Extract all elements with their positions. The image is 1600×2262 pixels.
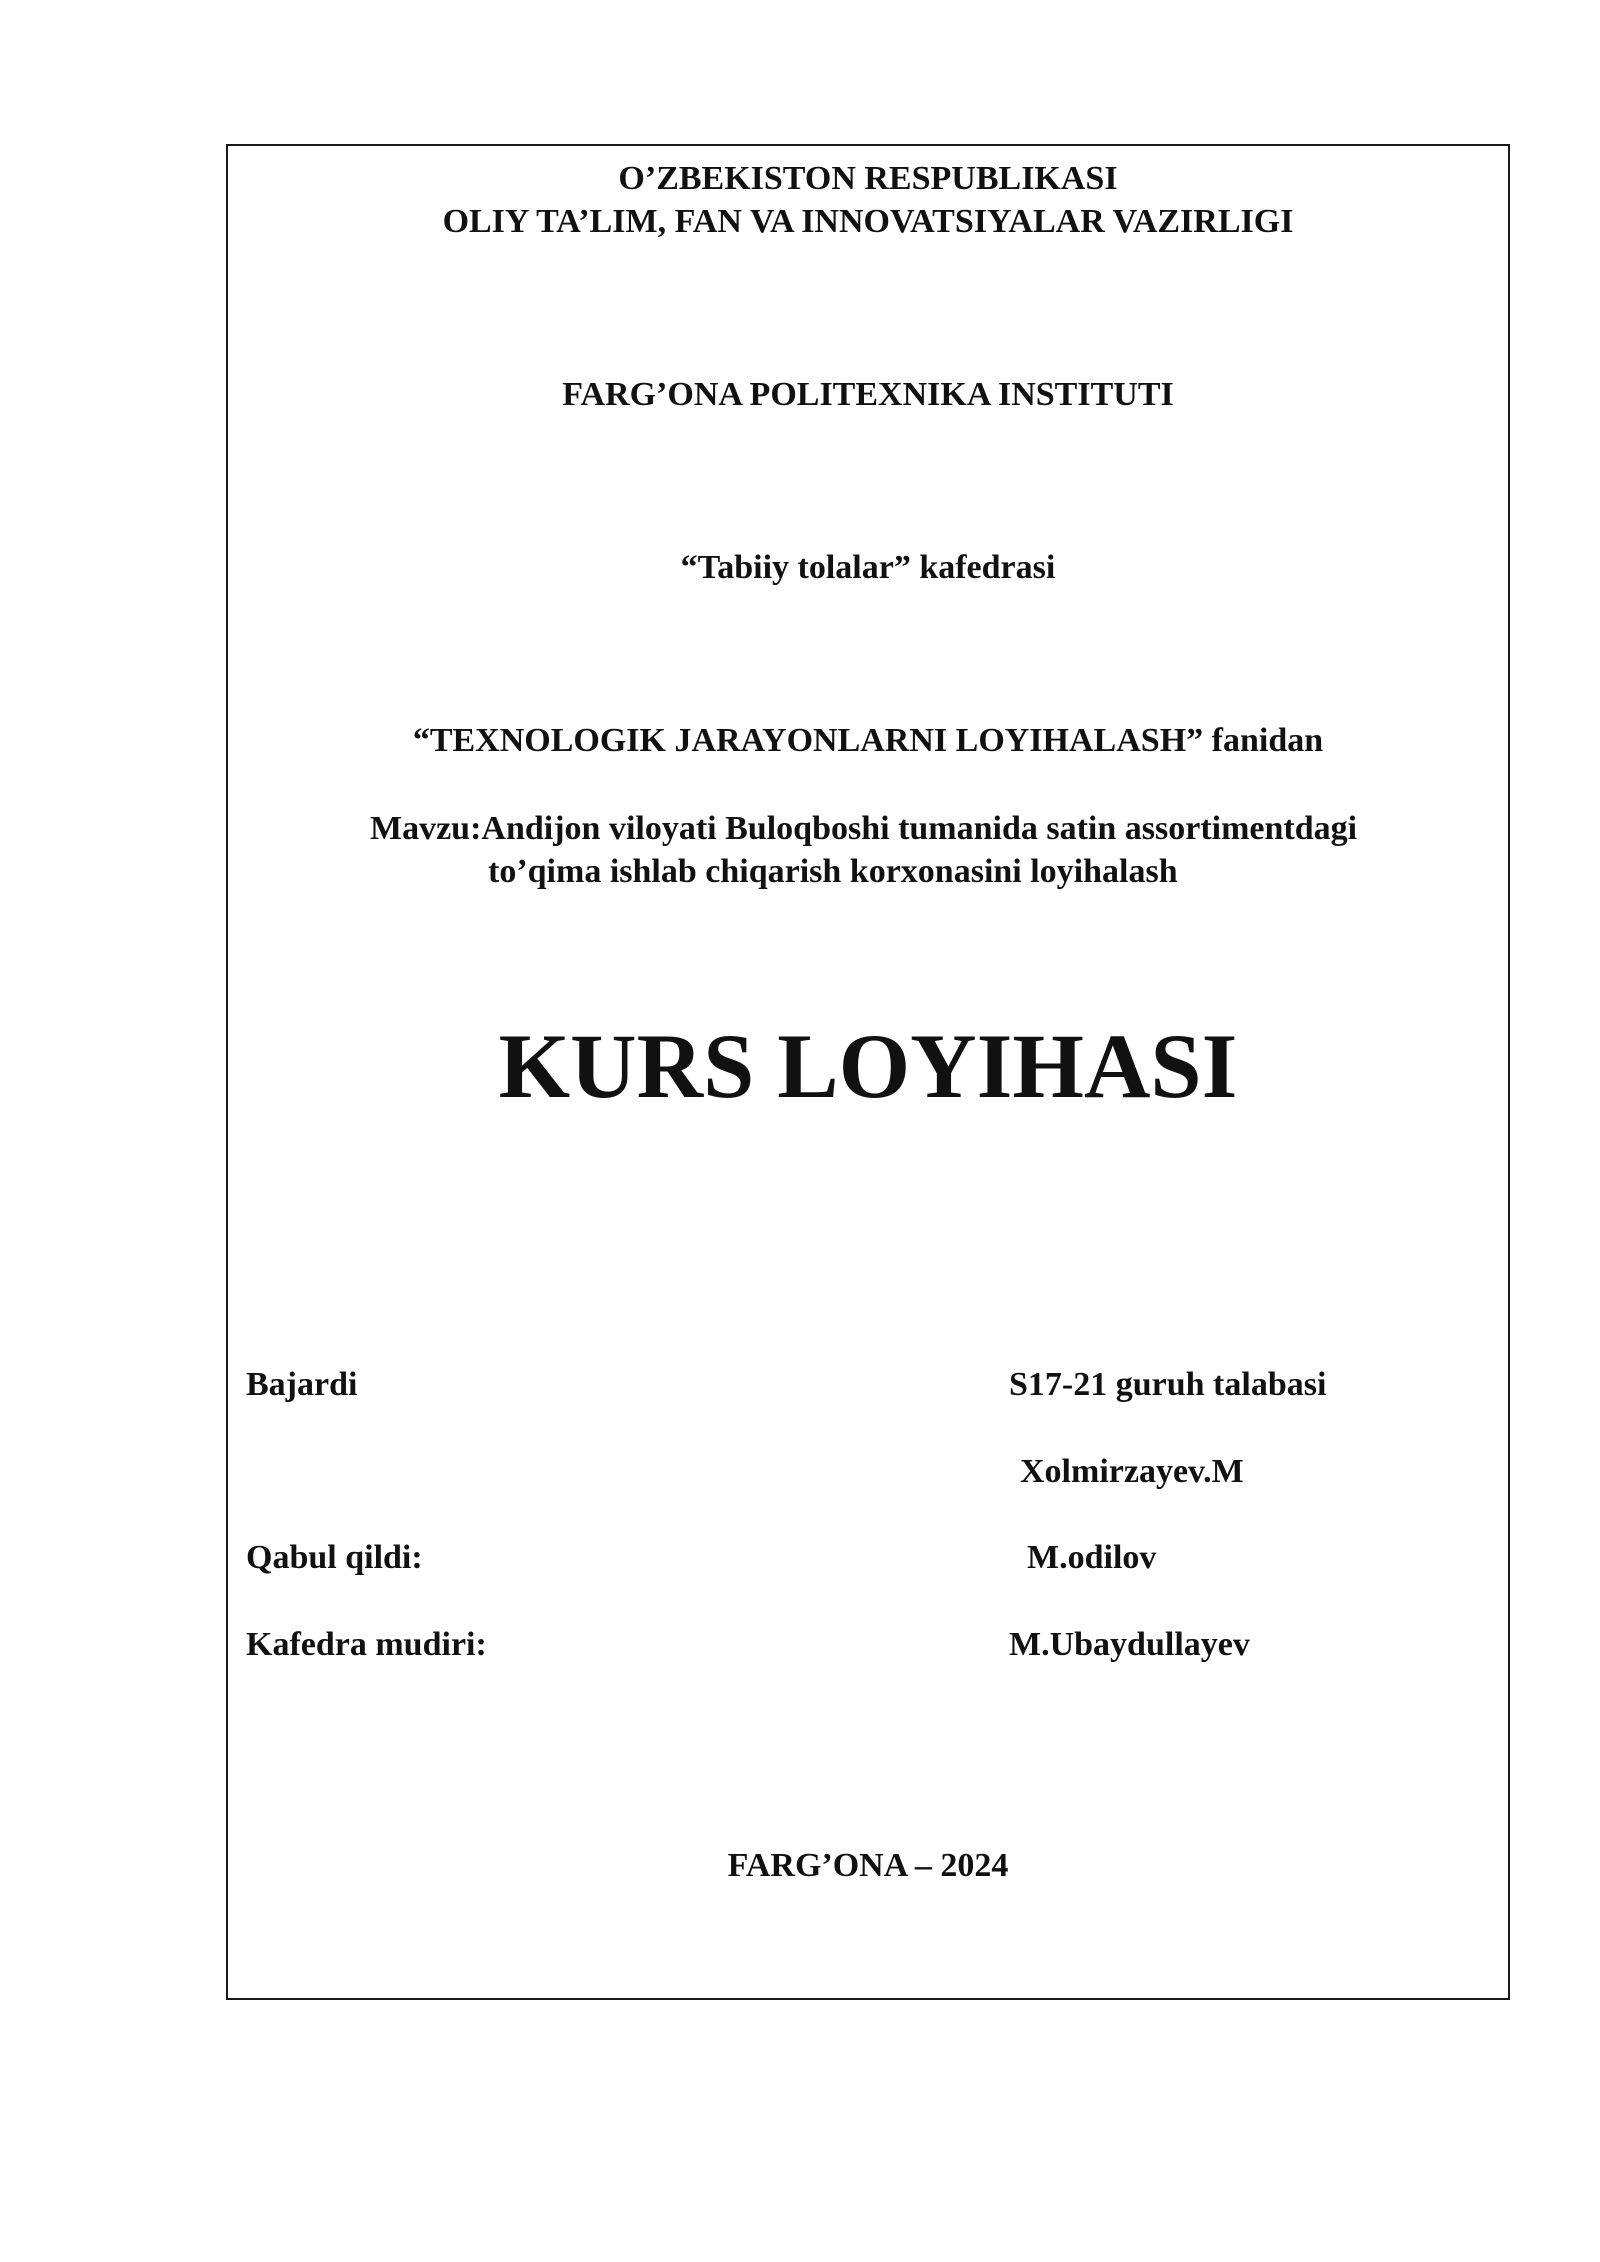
done-label: Bajardi: [246, 1366, 358, 1403]
topic-line-1: Mavzu:Andijon viloyati Buloqboshi tumanida satin assortimentdagi: [370, 810, 1358, 847]
republic-heading: O’ZBEKISTON RESPUBLIKASI: [618, 160, 1118, 197]
head-label: Kafedra mudiri:: [246, 1626, 487, 1663]
course-subject-line: “TEXNOLOGIK JARAYONLARNI LOYIHALASH” fanidan: [412, 722, 1324, 759]
group-text: S17-21 guruh talabasi: [1009, 1366, 1327, 1403]
department-heading: “Tabiiy tolalar” kafedrasi: [680, 549, 1056, 586]
student-name: Xolmirzayev.M: [1020, 1453, 1244, 1490]
institute-heading: FARG’ONA POLITEXNIKA INSTITUTI: [562, 376, 1174, 413]
city-year-footer: FARG’ONA – 2024: [727, 1847, 1009, 1884]
ministry-heading: OLIY TA’LIM, FAN VA INNOVATSIYALAR VAZIRLIGI: [442, 203, 1294, 240]
document-title: KURS LOYIHASI: [498, 1015, 1238, 1117]
head-name: M.Ubaydullayev: [1009, 1626, 1250, 1663]
accepted-label: Qabul qildi:: [246, 1539, 423, 1576]
topic-line-2: to’qima ishlab chiqarish korxonasini loyihalash: [488, 853, 1178, 890]
accepted-name: M.odilov: [1027, 1539, 1157, 1576]
